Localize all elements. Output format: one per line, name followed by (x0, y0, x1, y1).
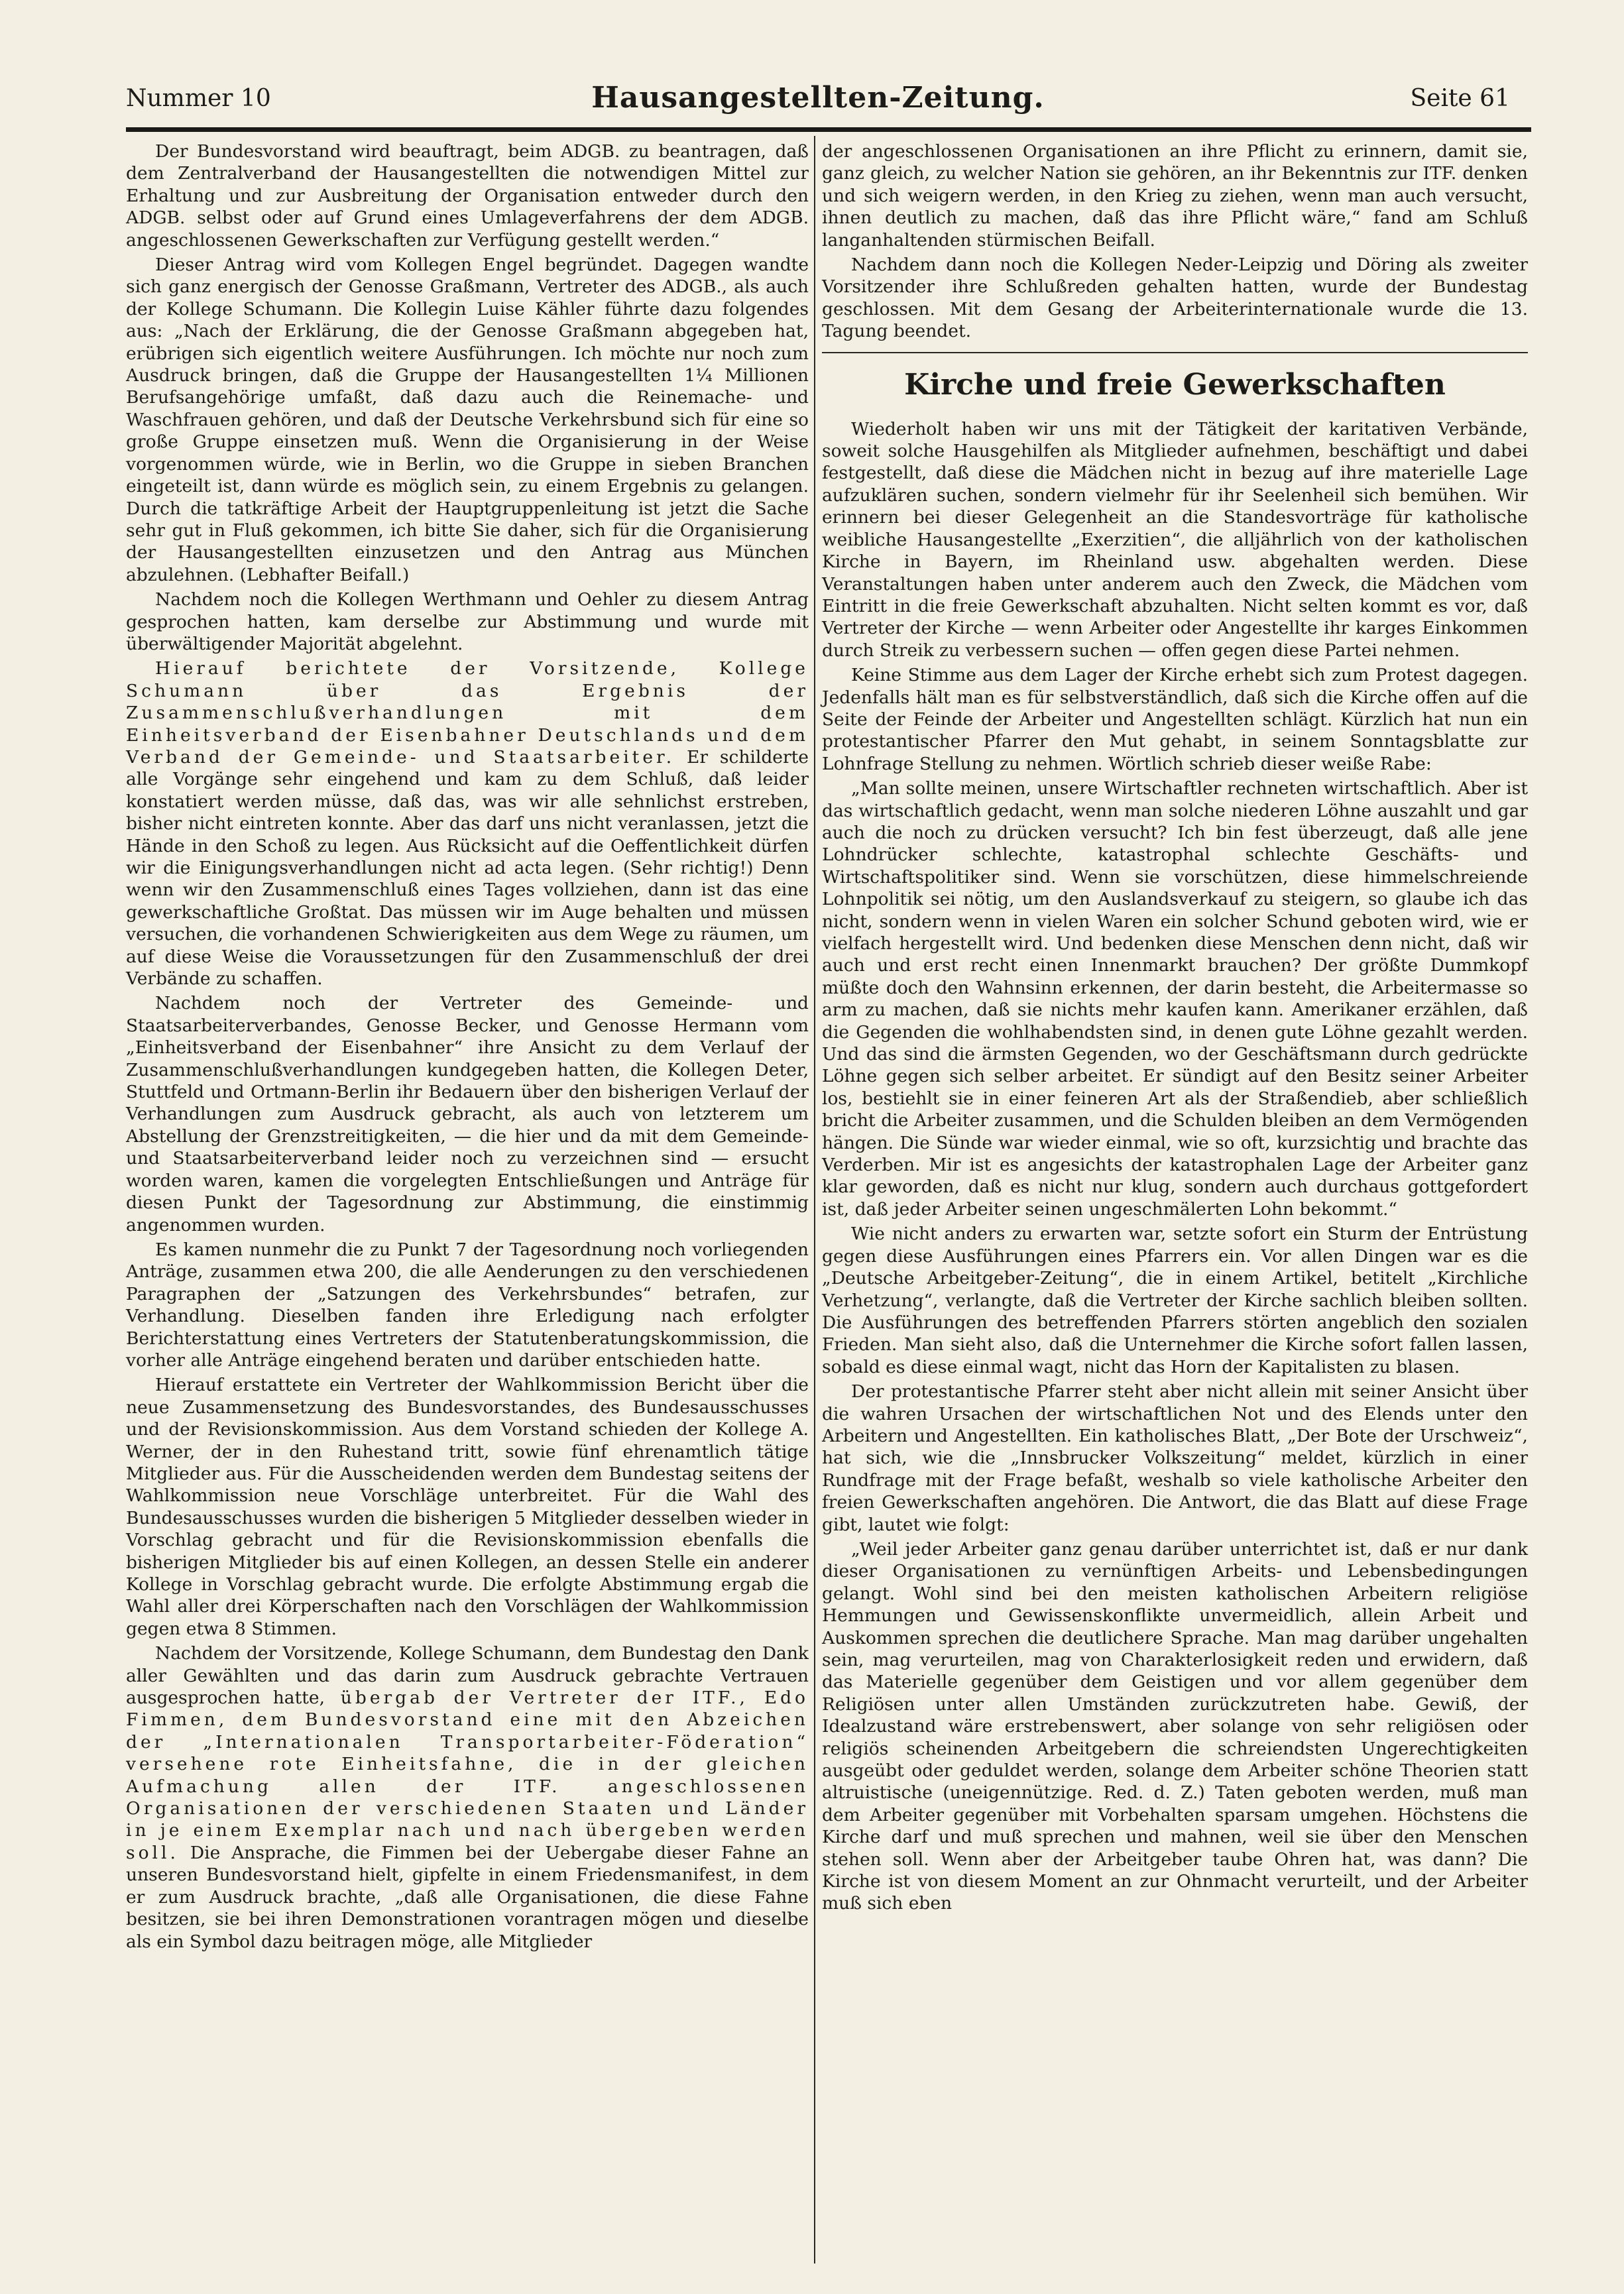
paragraph-continuation: Die Ansprache, die Fimmen bei der Uebergabe dieser Fahne an unseren Bundesvorstand hielt, gipfelte in einem Friedensmanifest, in dem er zum Ausdruck brachte, „daß alle Organisationen, die diese Fahne besitzen, sie bei ihren Demonstrationen vorantragen mögen und dieselbe als ein Symbol dazu beitragen möge, alle Mitglieder (126, 1842, 809, 1952)
paragraph-lead: Nachdem der Vorsitzende, Kollege Schumann, dem Bundestag den Dank aller Gewählten und das darin zum Ausdruck gebrachte Vertrauen ausgesprochen hatte, (126, 1643, 809, 1709)
quote-paragraph: „Man sollte meinen, unsere Wirtschaftler rechneten wirtschaftlich. Aber ist das wirtschaftlich gedacht, wenn man solche niederen Löhne auszahlt und gar auch die noch zu drücken versucht? Ich bin fest überzeugt, daß alle jene Lohndrücker schlechte, katastrophal schlechte Geschäfts- und Wirtschaftspolitiker sind. Wenn sie vorschützen, diese himmelschreiende Lohnpolitik sei nötig, um den Auslandsverkauf zu steigern, so glaube ich das nicht, sondern wenn in vielen Waren ein solcher Schund geboten wird, wie er vielfach hergestellt wird. Und bedenken diese Menschen denn nicht, daß wir auch und erst recht einen Innenmarkt brauchen? Der größte Dummkopf müßte doch den Wahnsinn erkennen, der darin besteht, die Arbeitermasse so arm zu machen, daß sie nichts mehr kaufen kann. Amerikaner erzählen, daß die Gegenden die wohlhabendsten sind, in denen gute Löhne gezahlt werden. Und das sind die ärmsten Gegenden, wo der Geschäftsmann durch gedrückte Löhne gegen sich selber arbeitet. Er sündigt auf den Besitz seiner Arbeiter los, bestiehlt sie in einer feineren Art als der Straßendieb, aber schließlich bricht die Arbeiter zusammen, und die Schulden bleiben an dem Vermögenden hängen. Die Sünde war wieder einmal, wie so oft, kurzsichtig und brachte das Verderben. Mir ist es angesichts der katastrophalen Lage der Arbeiter ganz klar geworden, daß es nicht nur klug, sondern auch durchaus gottgefordert ist, daß jeder Arbeiter seinen ungeschmälerten Lohn bekommt.“ (822, 778, 1528, 1220)
paragraph: Der Bundesvorstand wird beauftragt, beim ADGB. zu beantragen, daß dem Zentralverband der Hausangestellten die notwendigen Mittel zur Erhaltung und zur Ausbreitung der Organisation entweder durch den ADGB. selbst oder auf Grund eines Umlageverfahrens der dem ADGB. angeschlossenen Gewerkschaften zur Verfügung gestellt werden.“ (126, 141, 809, 251)
column-divider (814, 136, 815, 2264)
left-column (126, 141, 809, 1955)
paragraph: Keine Stimme aus dem Lager der Kirche erhebt sich zum Protest dagegen. Jedenfalls hält man es für selbstverständlich, daß sich die Kirche offen auf die Seite der Feinde der Arbeiter und Angestellten schlägt. Kürzlich hat nun ein protestantischer Pfarrer den Mut gehabt, in seinem Sonntagsblatte zur Lohnfrage Stellung zu nehmen. Wörtlich schrieb dieser weiße Rabe: (822, 665, 1528, 774)
article-title: Kirche und freie Gewerkschaften (904, 367, 1446, 402)
spaced-intro: Hierauf berichtete der Vorsitzende, Kollege Schumann über das Ergebnis der Zusammenschlußverhandlungen mit dem Einheitsverband der Eisenbahner Deutschlands und dem Verband der Gemeinde- und Staatsarbeiter. (126, 658, 809, 768)
paragraph (126, 658, 809, 990)
header-rule (126, 127, 1531, 132)
paragraph: Wiederholt haben wir uns mit der Tätigkeit der karitativen Verbände, soweit solche Hausgehilfen als Mitglieder aufnehmen, beschäftigt und dabei festgestellt, daß diese die Mädchen nicht in bezug auf ihre materielle Lage aufzuklären suchen, sondern vielmehr für ihr Seelenheil sich bemühen. Wir erinnern bei dieser Gelegenheit an die Standesvorträge für katholische weibliche Hausangestellte „Exerzitien“, die alljährlich von der katholischen Kirche in Bayern, im Rheinland usw. abgehalten werden. Diese Veranstaltungen haben unter anderem auch den Zweck, die Mädchen vom Eintritt in die freie Gewerkschaft abzuhalten. Nicht selten kommt es vor, daß Vertreter der Kirche — wenn Arbeiter oder Angestellte ihr karges Einkommen durch Streik zu verbessern suchen — offen gegen diese Partei nehmen. (822, 418, 1528, 661)
right-column (822, 141, 1528, 1918)
page-header (126, 81, 1510, 125)
paragraph: Dieser Antrag wird vom Kollegen Engel begründet. Dagegen wandte sich ganz energisch der Genosse Graßmann, Vertreter des ADGB., als auch der Kollege Schumann. Die Kollegin Luise Kähler führte dazu folgendes aus: „Nach der Erklärung, die der Genosse Graßmann abgegeben hat, erübrigen sich eigentlich weitere Ausführungen. Ich möchte nur noch zum Ausdruck bringen, daß die Gruppe der Hausangestellten 1¼ Millionen Berufsangehörige umfaßt, daß dazu auch die Reinemache- und Waschfrauen gehören, und daß der Deutsche Verkehrsbund sich für eine so große Gruppe einsetzen muß. Wenn die Organisierung in der Weise vorgenommen würde, wie in Berlin, wo die Gruppe in sieben Branchen eingeteilt ist, dann würde es möglich sein, zu einem Ergebnis zu gelangen. Durch die tatkräftige Arbeit der Hauptgruppenleitung ist jetzt die Sache sehr gut in Fluß gekommen, ich bitte Sie daher, sich für die Organisierung der Hausangestellten einzusetzen und den Antrag aus München abzulehnen. (Lebhafter Beifall.) (126, 255, 809, 585)
masthead-title: Hausangestellten-Zeitung. (591, 81, 1045, 115)
paragraph (126, 1642, 809, 1953)
paragraph: Nachdem dann noch die Kollegen Neder-Leipzig und Döring als zweiter Vorsitzender ihre Schlußreden gehalten hatten, wurde der Bundestag geschlossen. Mit dem Gesang der Arbeiterinternationale wurde die 13. Tagung beendet. (822, 255, 1528, 342)
page-number: Seite 61 (1410, 85, 1510, 112)
quote-paragraph: „Weil jeder Arbeiter ganz genau darüber unterrichtet ist, daß er nur dank dieser Organisationen zu vernünftigen Arbeits- und Lebensbedingungen gelangt. Wohl sind bei den meisten katholischen Arbeitern religiöse Hemmungen und Gewissenskonflikte unvermeidlich, allein Arbeit und Auskommen sprechen die deutlichere Sprache. Man mag darüber ungehalten sein, mag verurteilen, mag von Charakterlosigkeit reden und erwidern, daß das Materielle gegenüber dem Geistigen und vor allem gegenüber dem Religiösen unter allen Umständen zurückzutreten habe. Gewiß, der Idealzustand wäre erstrebenswert, aber solange von sehr religiösen oder religiös scheinenden Arbeitgebern die schreiendsten Ungerechtigkeiten ausgeübt oder geduldet werden, solange dem Arbeiter schöne Theorien statt altruistische (uneigennützige. Red. d. Z.) Taten geboten werden, muß man dem Arbeiter gegenüber mit Vorbehalten sparsam umgehen. Höchstens die Kirche darf und muß sprechen und mahnen, weil sie über den Menschen stehen soll. Wenn aber der Arbeitgeber taube Ohren hat, was dann? Die Kirche ist von diesem Moment an zur Ohnmacht verurteilt, und der Arbeiter muß sich eben (822, 1538, 1528, 1914)
paragraph: Nachdem noch die Kollegen Werthmann und Oehler zu diesem Antrag gesprochen hatten, kam derselbe zur Abstimmung und wurde mit überwältigender Majorität abgelehnt. (126, 589, 809, 654)
paragraph: Es kamen nunmehr die zu Punkt 7 der Tagesordnung noch vorliegenden Anträge, zusammen etwa 200, die alle Aenderungen zu den verschiedenen Paragraphen der „Satzungen des Verkehrsbundes“ betrafen, zur Verhandlung. Dieselben fanden ihre Erledigung nach erfolgter Berichterstattung eines Vertreters der Statutenberatungskommission, die vorher alle Anträge eingehend beraten und darüber entschieden hatte. (126, 1239, 809, 1371)
paragraph: Nachdem noch der Vertreter des Gemeinde- und Staatsarbeiterverbandes, Genosse Becker, und Genosse Hermann vom „Einheitsverband der Eisenbahner“ ihre Ansicht zu dem Verlauf der Zusammenschlußverhandlungen kundgegeben hatten, die Kollegen Deter, Stuttfeld und Ortmann-Berlin ihr Bedauern über den bisherigen Verlauf der Verhandlungen zum Ausdruck gebracht, als auch von letzterem um Abstellung der Grenzstreitigkeiten, — die hier und da mit dem Gemeinde- und Staatsarbeiterverband leider noch zu verzeichnen sind — ersucht worden waren, kamen die vorgelegten Entschließungen und Anträge für diesen Punkt der Tagesordnung zur Abstimmung, die einstimmig angenommen wurden. (126, 993, 809, 1235)
paragraph: Der protestantische Pfarrer steht aber nicht allein mit seiner Ansicht über die wahren Ursachen der wirtschaftlichen Not und des Elends unter den Arbeitern und Angestellten. Ein katholisches Blatt, „Der Bote der Urschweiz“, hat sich, wie die „Innsbrucker Volkszeitung“ meldet, kürzlich in einer Rundfrage mit der Frage befaßt, weshalb so viele katholische Arbeiter den freien Gewerkschaften angehören. Die Antwort, die das Blatt auf diese Frage gibt, lautet wie folgt: (822, 1381, 1528, 1535)
section-rule (822, 352, 1528, 353)
paragraph: Wie nicht anders zu erwarten war, setzte sofort ein Sturm der Entrüstung gegen diese Ausführungen eines Pfarrers ein. Vor allen Dingen war es die „Deutsche Arbeitgeber-Zeitung“, die in einem Artikel, betitelt „Kirchliche Verhetzung“, verlangte, daß die Vertreter der Kirche sachlich bleiben sollten. Die Ausführungen des betreffenden Pfarrers störten angeblich den sozialen Frieden. Man sieht also, daß die Unternehmer die Kirche sofort fallen lassen, sobald es diese einmal wagt, nicht das Horn der Kapitalisten zu blasen. (822, 1224, 1528, 1377)
issue-number: Nummer 10 (126, 85, 271, 112)
spaced-passage: übergab der Vertreter der ITF., Edo Fimmen, dem Bundesvorstand eine mit den Abzeichen der „Internationalen Transportarbeiter-Föderation“ versehene rote Einheitsfahne, die in der gleichen Aufmachung allen der ITF. angeschlossenen Organisationen der verschiedenen Staaten und Länder in je einem Exemplar nach und nach übergeben werden soll. (126, 1688, 809, 1863)
paragraph-continuation: Er schilderte alle Vorgänge sehr eingehend und kam zu dem Schluß, daß leider konstatiert werden müsse, daß das, was wir alle sehnlichst erstreben, bisher nicht eintreten konnte. Aber das darf uns nicht veranlassen, jetzt die Hände in den Schoß zu legen. Aus Rücksicht auf die Oeffentlichkeit dürfen wir die Einigungsverhandlungen nicht ad acta legen. (Sehr richtig!) Denn wenn wir den Zusammenschluß eines Tages vollziehen, dann ist das eine gewerkschaftliche Großtat. Das müssen wir im Auge behalten und müssen versuchen, die vorhandenen Schwierigkeiten aus dem Wege zu räumen, um auf diese Weise die Voraussetzungen für den Zusammenschluß der drei Verbände zu schaffen. (126, 746, 809, 990)
paragraph: Hierauf erstattete ein Vertreter der Wahlkommission Bericht über die neue Zusammensetzung des Bundesvorstandes, des Bundesausschusses und der Revisionskommission. Aus dem Vorstand schieden der Kollege A. Werner, der in den Ruhestand tritt, sowie fünf ehrenamtlich tätige Mitglieder aus. Für die Ausscheidenden werden dem Bundestag seitens der Wahlkommission neue Vorschläge unterbreitet. Für die Wahl des Bundesausschusses wurden die bisherigen 5 Mitglieder desselben wieder in Vorschlag gebracht und für die Revisionskommission ebenfalls die bisherigen Mitglieder bis auf einen Kollegen, an dessen Stelle ein anderer Kollege in Vorschlag gebracht wurde. Die erfolgte Abstimmung ergab die Wahl aller drei Körperschaften nach den Vorschlägen der Wahlkommission gegen etwa 8 Stimmen. (126, 1375, 809, 1639)
paragraph: der angeschlossenen Organisationen an ihre Pflicht zu erinnern, damit sie, ganz gleich, zu welcher Nation sie gehören, an ihr Bekenntnis zur ITF. denken und sich weigern werden, in den Krieg zu ziehen, wenn man auch versucht, ihnen deutlich zu machen, daß das ihre Pflicht wäre,“ fand am Schluß langanhaltenden stürmischen Beifall. (822, 141, 1528, 251)
